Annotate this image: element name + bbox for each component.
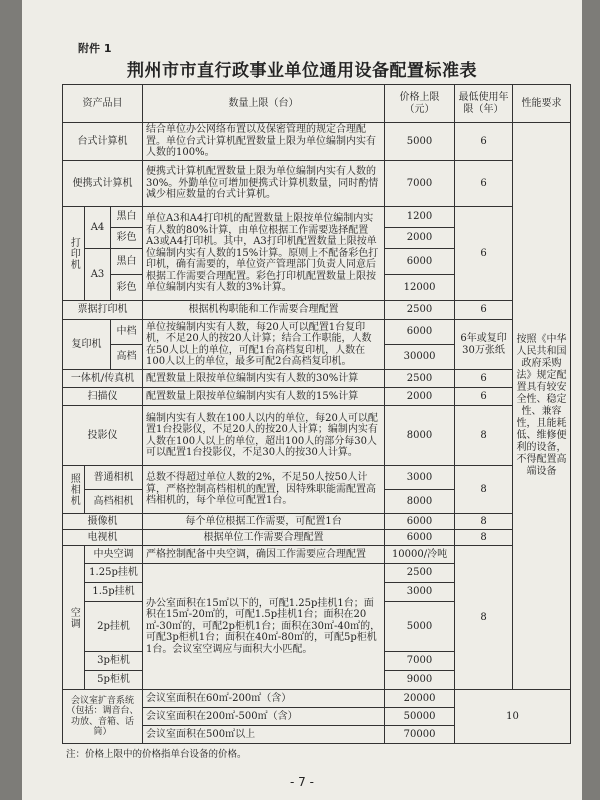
table-row: 扫描仪 配置数量上限按单位编制内实有人数的15%计算 2000 6 bbox=[63, 388, 571, 406]
page-title: 荆州市市直行政事业单位通用设备配置标准表 bbox=[127, 61, 477, 81]
header-price: 价格上限（元） bbox=[385, 85, 455, 123]
printer-group-label: 打印机 bbox=[63, 207, 85, 301]
header-life: 最低使用年限（年） bbox=[455, 85, 513, 123]
table-row: 摄像机 每个单位根据工作需要，可配置1台 6000 8 bbox=[63, 514, 571, 530]
performance-requirement: 按照《中华人民共和国政府采购法》规定配置具有较安全性、稳定性、兼容性，且能耗低、维修便利的设备，不得配置高端设备 bbox=[513, 123, 571, 690]
table-row: 彩色 2000 bbox=[63, 228, 571, 249]
table-row: 会议室扩音系统（包括：调音台、功放、音箱、话筒） 会议室面积在60㎡-200㎡（含） 20000 10 bbox=[63, 690, 571, 708]
table-row: 1.5p挂机 3000 bbox=[63, 583, 571, 602]
table-row: 会议室面积在200㎡-500㎡（含） 50000 bbox=[63, 708, 571, 726]
table-row: 高档相机 8000 bbox=[63, 490, 571, 514]
table-row: 2p挂机 5000 bbox=[63, 602, 571, 652]
table-row: 打印机 A4 黑白 单位A3和A4打印机的配置数量上限按单位编制内实有人数的80%计算，由单位根据工作需要选择配置A3或A4打印机。其中，A3打印机配置数量上限按单位编制内实有人数的15%计算。原则上不配备彩色打印机，确有需要的，单位资产管理部门负责人同意后根据工作需要合理配置。彩色打印机配置数量上限按单位编制内实有人数的3%计算。 1200 6 bbox=[63, 207, 571, 228]
table-row: 便携式计算机 便携式计算机配置数量上限为单位编制内实有人数的30%。外勤单位可增加便携式计算机数量，同时酌情减少相应数量的台式计算机。 7000 6 bbox=[63, 161, 571, 207]
camera-group-label: 照相机 bbox=[63, 466, 85, 514]
table-footnote: 注：价格上限中的价格指单台设备的价格。 bbox=[66, 749, 247, 760]
table-row: 照相机 普通相机 总数不得超过单位人数的2%，不足50人按50人计算，严格控制高档相机的配置，因特殊职能需配置高档相机的，每个单位可配置1台。 3000 8 bbox=[63, 466, 571, 490]
table-row: 高档 30000 bbox=[63, 345, 571, 370]
table-row: 彩色 12000 bbox=[63, 275, 571, 301]
table-row: 台式计算机 结合单位办公网络布置以及保密管理的规定合理配置。单位台式计算机配置数量上限为单位编制内实有人数的100%。 5000 6 按照《中华人民共和国政府采购法》规定配置具有较安全性、稳定性、兼容性，且能耗低、维修便利的设备，不得配置高端设备 bbox=[63, 123, 571, 161]
page-number: - 7 - bbox=[290, 775, 314, 789]
document-page bbox=[22, 0, 582, 800]
header-row bbox=[63, 85, 571, 123]
table-row: 投影仪 编制内实有人数在100人以内的单位，每20人可以配置1台投影仪，不足20人的按20人计算；编制内实有人数在100人以上的单位，超出100人的部分每30人可以配置1台投影仪，不足30人的按30人计算。 8000 8 bbox=[63, 406, 571, 466]
table-row: 3p柜机 7000 bbox=[63, 652, 571, 671]
header-perf: 性能要求 bbox=[513, 85, 571, 123]
ac-group-label: 空调 bbox=[63, 546, 85, 690]
header-quantity: 数量上限（台） bbox=[143, 85, 385, 123]
table-row: 一体机/传真机 配置数量上限按单位编制内实有人数的30%计算 2500 6 bbox=[63, 370, 571, 388]
table-row: 复印机 中档 单位按编制内实有人数，每20人可以配置1台复印机，不足20人的按20人计算；结合工作职能，人数在50人以上的单位，可配1台高档复印机，人数在100人以上的单位，最多可配2台高档复印机。 6000 6年或复印30万张纸 bbox=[63, 320, 571, 345]
attachment-label: 附件 1 bbox=[78, 42, 112, 55]
table-row: 5p柜机 9000 bbox=[63, 671, 571, 690]
table-row: A3 黑白 6000 bbox=[63, 249, 571, 275]
table-row: 1.25p挂机 办公室面积在15㎡以下的，可配1.25p挂机1台；面积在15㎡-20㎡的，可配1.5p挂机1台；面积在20㎡-30㎡的，可配2p柜机1台；面积在30㎡-40㎡的，可配3p柜机1台；面积在40㎡-80㎡的，可配5p柜机1台。会议室空调应与面积大小匹配。 2500 bbox=[63, 564, 571, 583]
equipment-standard-table bbox=[62, 84, 571, 744]
header-category: 资产品目 bbox=[63, 85, 143, 123]
table-row: 票据打印机 根据机构职能和工作需要合理配置 2500 6 bbox=[63, 301, 571, 320]
table-row: 空调 中央空调 严格控制配备中央空调，确因工作需要应合理配置 10000/冷吨 8 bbox=[63, 546, 571, 564]
table-row: 电视机 根据单位工作需要合理配置 6000 8 bbox=[63, 530, 571, 546]
table-row: 会议室面积在500㎡以上 70000 bbox=[63, 726, 571, 744]
